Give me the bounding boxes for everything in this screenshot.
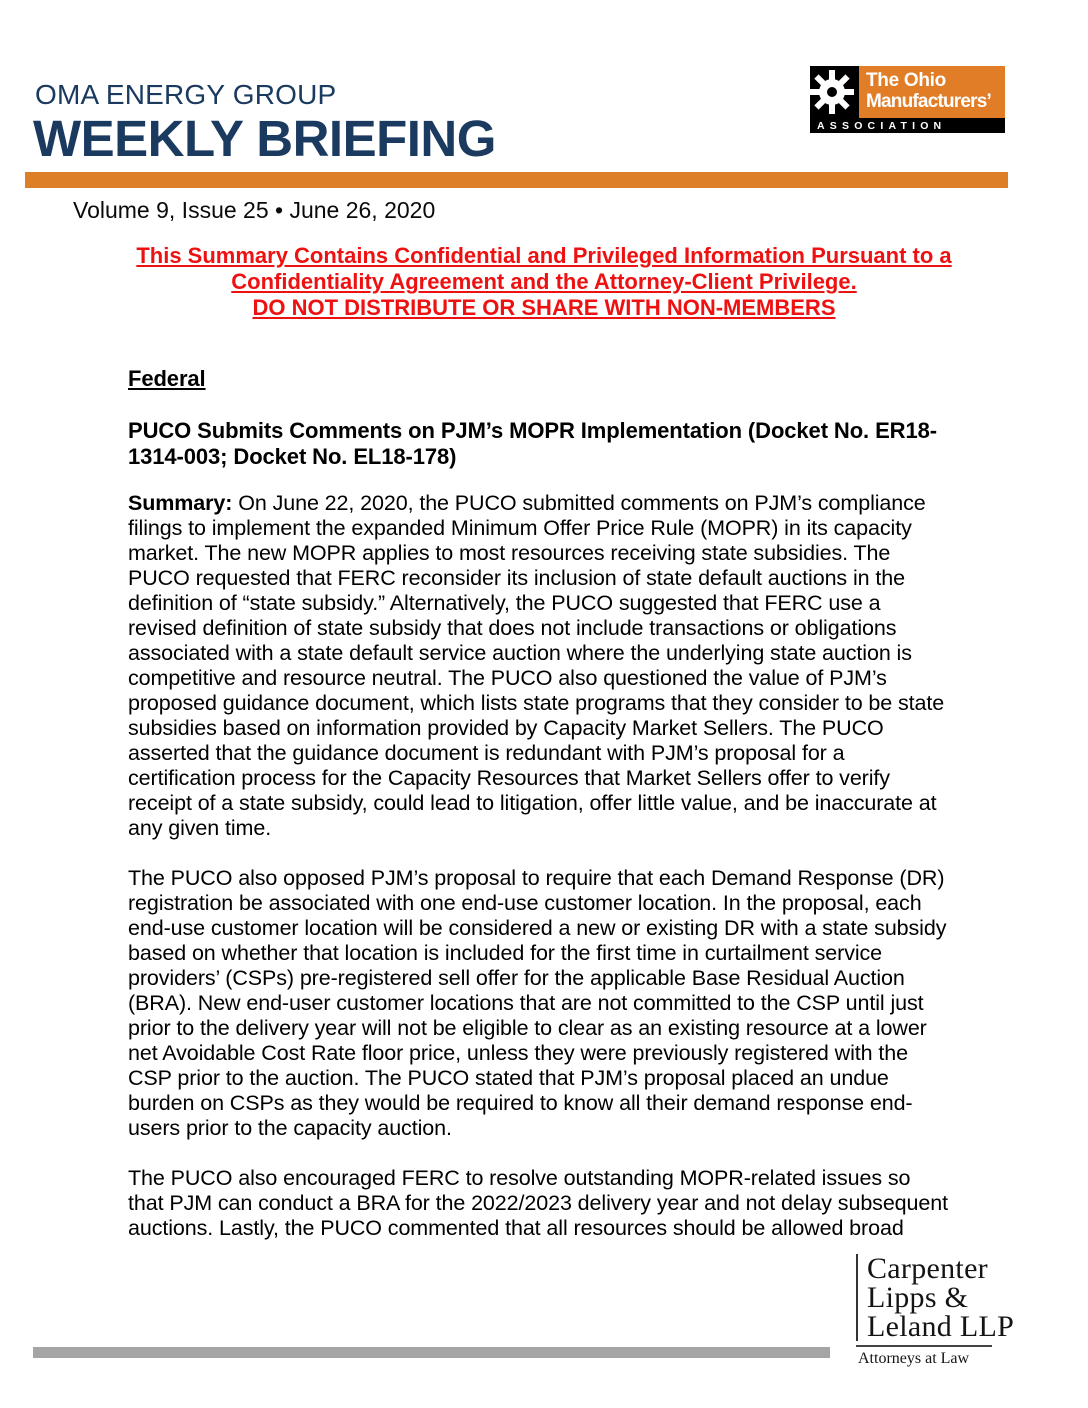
law-firm-name-line1: Carpenter (867, 1252, 988, 1285)
paragraph-1-text: On June 22, 2020, the PUCO submitted comments on PJM’s compliance filings to implement the expanded Minimum Offer Price Rule (MOPR) in its capacity market. The new MOPR applies to most resources receiving state subsidies. The PUCO requested that FERC reconsider its inclusion of state default auctions in the definition of “state subsidy.” Alternatively, the PUCO suggested that FERC use a revised definition of state subsidy that does not include transactions or obligations associated with a state default service auction where the underlying state auction is competitive and resource neutral. The PUCO also questioned the value of PJM’s proposed guidance document, which lists state programs that they consider to be state subsidies based on information provided by Capacity Market Sellers. The PUCO asserted that the guidance document is redundant with PJM’s proposal for a certification process for the Capacity Resources that Market Sellers offer to verify receipt of a state subsidy, could lead to litigation, offer little value, and be inaccurate at any given time. (128, 491, 945, 840)
law-firm-name-line3: Leland LLP (867, 1310, 1015, 1343)
confidentiality-line3: DO NOT DISTRIBUTE OR SHARE WITH NON-MEMBERS (252, 295, 836, 320)
confidentiality-line2: Confidentiality Agreement and the Attorney-Client Privilege. (231, 269, 857, 294)
article-paragraph-2: The PUCO also opposed PJM’s proposal to require that each Demand Response (DR) registration be associated with one end-use customer location. In the proposal, each end-use customer location will be considered a new or existing DR with a state subsidy based on whether that location is included for the first time in curtailment service providers’ (CSPs) pre-registered sell offer for the applicable Base Residual Auction (BRA). New end-user customer locations that are not committed to the CSP until just prior to the delivery year will not be eligible to clear as an existing resource at a lower net Avoidable Cost Rate floor price, unless they were previously registered with the CSP prior to the auction. The PUCO stated that PJM’s proposal placed an undue burden on CSPs as they would be required to know all their demand response end-users prior to the capacity auction. (128, 866, 947, 1140)
oma-logo-association-bar: ASSOCIATION (810, 118, 1005, 133)
issue-date-line: Volume 9, Issue 25 • June 26, 2020 (73, 197, 436, 223)
group-name: OMA ENERGY GROUP (35, 79, 337, 110)
article-body (128, 366, 950, 1266)
oma-logo-line1: The Ohio (866, 70, 946, 91)
article-paragraph-3: The PUCO also encouraged FERC to resolve outstanding MOPR-related issues so that PJM can conduct a BRA for the 2022/2023 delivery year and not delay subsequent auctions. Lastly, the PUCO commented that all resources should be allowed broad (128, 1166, 948, 1240)
masthead (35, 80, 496, 166)
footer-bar (33, 1347, 830, 1358)
law-firm-logo (856, 1254, 1014, 1368)
article-title: PUCO Submits Comments on PJM’s MOPR Implementation (Docket No. ER18-1314-003; Docket No. EL18-178) (128, 418, 937, 469)
oma-logo-line2: Manufacturers’ (866, 91, 992, 112)
law-firm-name-line2: Lipps & (867, 1281, 969, 1314)
page-title: WEEKLY BRIEFING (33, 110, 496, 167)
oma-association-logo (810, 66, 1005, 133)
masthead-divider-rule (25, 172, 1008, 188)
confidentiality-line1: This Summary Contains Confidential and Privileged Information Pursuant to a (136, 243, 952, 268)
law-firm-tagline: Attorneys at Law (858, 1350, 970, 1367)
confidentiality-notice (0, 243, 1088, 321)
section-heading: Federal (128, 366, 206, 391)
summary-label: Summary: (128, 491, 233, 515)
oma-logo-top-row (810, 66, 1005, 118)
oma-logo-wordmark (859, 66, 1005, 118)
gear-icon (810, 66, 859, 118)
law-firm-divider (856, 1345, 992, 1347)
article-paragraph-1 (128, 491, 950, 841)
law-firm-name (856, 1254, 1014, 1341)
